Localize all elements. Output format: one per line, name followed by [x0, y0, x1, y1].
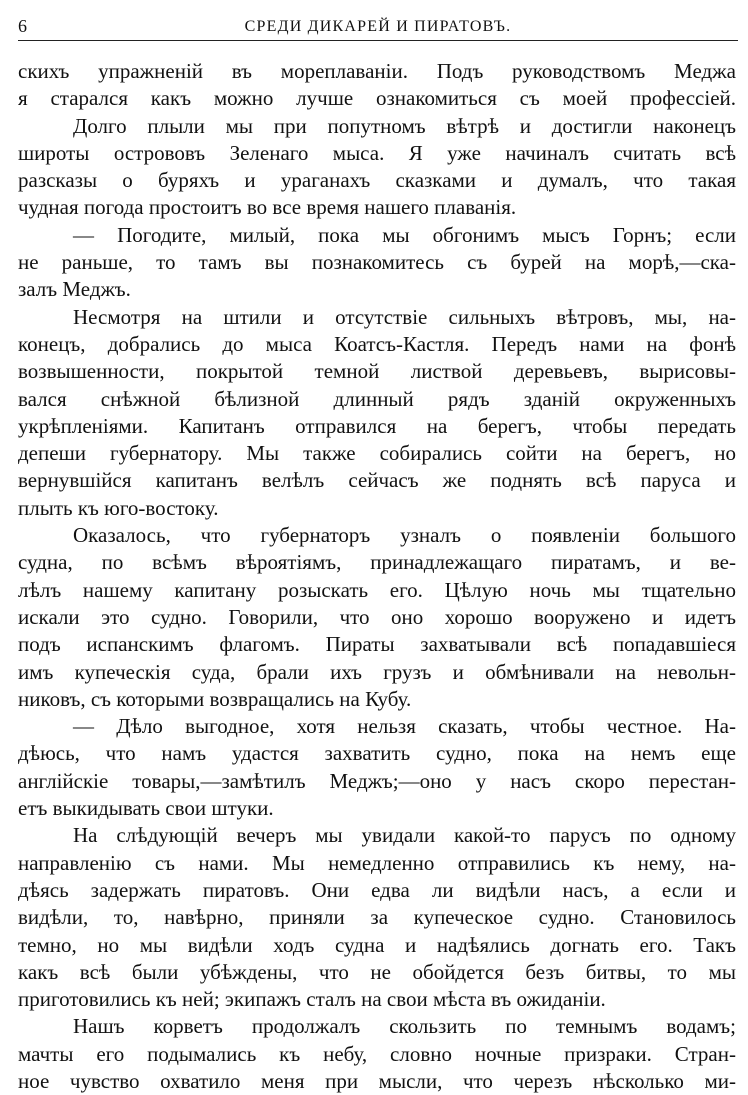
text-line: скихъ упражненій въ мореплаваніи. Подъ руководствомъ Меджа: [18, 59, 736, 83]
text-line: я старался какъ можно лучше ознакомиться съ моей профессіей.: [18, 86, 736, 111]
text-line: дѣюсь, что намъ удастся захватить судно, пока на немъ еще: [18, 741, 736, 766]
text-line: дѣясь задержать пиратовъ. Они едва ли видѣли насъ, а если и: [18, 877, 736, 902]
text-line: Несмотря на штили и отсутствіе сильныхъ вѣтровъ, мы, на-: [73, 304, 736, 329]
text-line: мачты его подымались къ небу, словно ночные призраки. Стран-: [18, 1041, 736, 1066]
text-line: широты острововъ Зеленаго мыса. Я уже начиналъ считать всѣ: [18, 140, 736, 165]
text-line: никовъ, съ которыми возвращались на Кубу.: [18, 686, 412, 711]
text-line: приготовились къ ней; экипажъ сталъ на свои мѣста въ ожиданіи.: [18, 987, 606, 1012]
text-line: конецъ, добрались до мыса Коатсъ-Кастля. Передъ нами на фонѣ: [18, 331, 736, 356]
text-line: искали это судно. Говорили, что оно хорошо вооружено и идетъ: [18, 604, 736, 629]
text-line: чудная погода простоитъ во все время нашего плаванія.: [18, 195, 517, 220]
text-line: видѣли, то, навѣрно, приняли за купеческое судно. Становилось: [18, 905, 736, 930]
text-line: подъ испанскимъ флагомъ. Пираты захватывали всѣ попадавшіеся: [18, 632, 736, 657]
text-line: англійскіе товары,—замѣтилъ Меджъ;—оно у насъ скоро перестан-: [18, 768, 736, 793]
text-line: направленію съ нами. Мы немедленно отправились къ нему, на-: [18, 850, 736, 875]
text-line: — Погодите, милый, пока мы обгонимъ мысъ Горнъ; если: [73, 222, 736, 247]
text-line: лѣлъ нашему капитану розыскать его. Цѣлую ночь мы тщательно: [18, 577, 736, 602]
text-line: разсказы о буряхъ и ураганахъ сказками и думалъ, что такая: [18, 168, 736, 193]
text-line: ное чувство охватило меня при мысли, что черезъ нѣсколько ми-: [18, 1068, 736, 1093]
text-line: залъ Меджъ.: [18, 277, 131, 302]
body-text: [18, 58, 736, 1095]
text-line: плыть къ юго-востоку.: [18, 495, 219, 520]
text-line: — Дѣло выгодное, хотя нельзя сказать, чтобы честное. На-: [73, 714, 736, 739]
text-line: депеши губернатору. Мы также собирались сойти на берегъ, но: [18, 441, 736, 466]
text-line: темно, но мы видѣли ходъ судна и надѣялись догнать его. Такъ: [18, 932, 736, 957]
text-line: возвышенности, покрытой темной листвой деревьевъ, вырисовы-: [18, 359, 736, 384]
text-line: какъ всѣ были убѣждены, что не обойдется безъ битвы, то мы: [18, 959, 736, 984]
text-line: имъ купеческія суда, брали ихъ грузъ и обмѣнивали на невольн-: [18, 659, 736, 684]
text-line: укрѣпленіями. Капитанъ отправился на берегъ, чтобы передать: [18, 413, 736, 438]
page-number: 6: [18, 16, 27, 36]
text-line: етъ выкидывать свои штуки.: [18, 796, 274, 821]
text-line: судна, по всѣмъ вѣроятіямъ, принадлежащаго пиратамъ, и ве-: [18, 550, 736, 575]
running-title: СРЕДИ ДИКАРЕЙ И ПИРАТОВЪ.: [244, 18, 512, 35]
page-header: [18, 6, 738, 41]
text-line: вернувшійся капитанъ велѣлъ сейчасъ же поднять всѣ паруса и: [18, 468, 736, 493]
text-line: не раньше, то тамъ вы познакомитесь съ бурей на морѣ,—ска-: [18, 250, 736, 275]
text-line: Оказалось, что губернаторъ узналъ о появленіи большого: [73, 523, 736, 548]
text-line: вался снѣжной бѣлизной длинный рядъ зданій окруженныхъ: [18, 386, 736, 411]
text-line: Нашъ корветъ продолжалъ скользить по темнымъ водамъ;: [73, 1014, 736, 1039]
text-line: На слѣдующій вечеръ мы увидали какой-то парусъ по одному: [73, 823, 736, 848]
text-line: Долго плыли мы при попутномъ вѣтрѣ и достигли наконецъ: [73, 113, 736, 138]
